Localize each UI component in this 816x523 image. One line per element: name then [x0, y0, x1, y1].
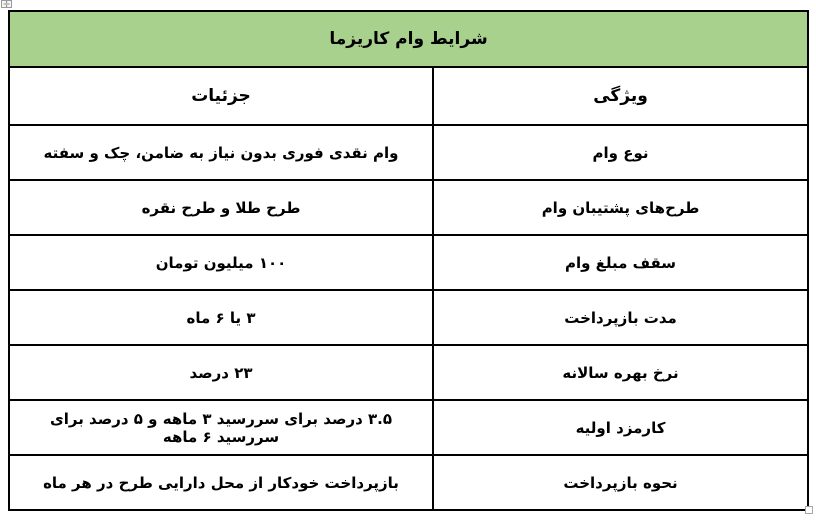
table-title-row [9, 11, 808, 67]
table-resize-handle[interactable] [805, 506, 813, 514]
feature-cell: نرخ بهره سالانه [433, 345, 808, 400]
detail-cell: ۲۳ درصد [9, 345, 433, 400]
feature-cell: سقف مبلغ وام [433, 235, 808, 290]
detail-cell: بازپرداخت خودکار از محل دارایی طرح در هر ماه [9, 455, 433, 510]
loan-conditions-table [8, 10, 809, 511]
table-move-handle-icon[interactable]: ✛ [1, 0, 12, 8]
feature-cell: کارمزد اولیه [433, 400, 808, 455]
table-row [9, 180, 808, 235]
table-row [9, 125, 808, 180]
detail-cell: وام نقدی فوری بدون نیاز به ضامن، چک و سفته [9, 125, 433, 180]
feature-cell: مدت بازپرداخت [433, 290, 808, 345]
detail-cell: طرح طلا و طرح نقره [9, 180, 433, 235]
detail-cell: ۱۰۰ میلیون تومان [9, 235, 433, 290]
table-title: شرایط وام کاریزما [9, 11, 808, 67]
column-header-detail: جزئیات [9, 67, 433, 125]
column-header-row [9, 67, 808, 125]
table-row [9, 455, 808, 510]
detail-cell: ۳ یا ۶ ماه [9, 290, 433, 345]
feature-cell: نوع وام [433, 125, 808, 180]
table-row [9, 400, 808, 455]
detail-cell: ۳.۵ درصد برای سررسید ۳ ماهه و ۵ درصد برای سررسید ۶ ماهه [9, 400, 433, 455]
table-row [9, 235, 808, 290]
table-row [9, 345, 808, 400]
feature-cell: طرح‌های پشتیبان وام [433, 180, 808, 235]
feature-cell: نحوه بازپرداخت [433, 455, 808, 510]
table-row [9, 290, 808, 345]
column-header-feature: ویژگی [433, 67, 808, 125]
